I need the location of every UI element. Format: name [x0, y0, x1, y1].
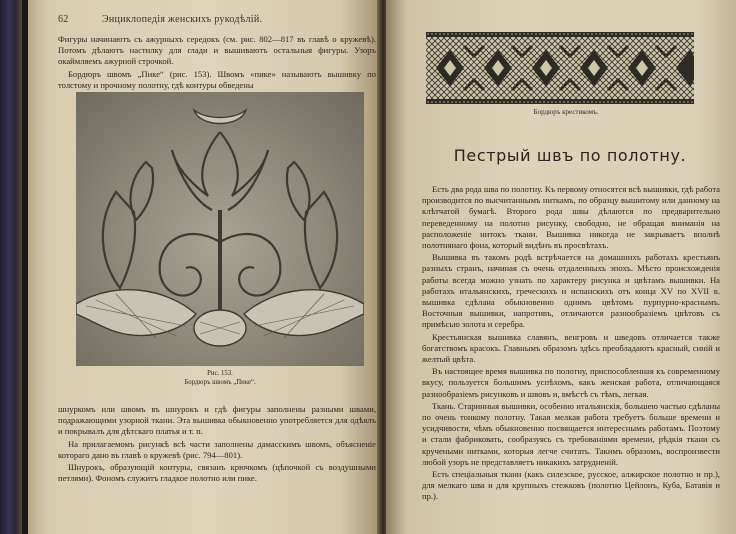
paragraph: Бордюръ швомъ „Пике“ (рис. 153). Швомъ «пике» называютъ вышивку по толстому и прочному полотну, гдѣ контуры обведены [58, 68, 376, 90]
embroidery-figure [76, 92, 364, 366]
running-title: Энциклопедія женскихъ рукодѣлій. [102, 14, 263, 25]
left-bottom-text [58, 404, 376, 485]
paragraph: Есть спеціальныя ткани (какъ силезское, русское, алжирское полотно и пр.), для мелкаго шва и для крупныхъ стежковъ (полотно Цейлонъ, Куба, Батавія и пр.). [422, 469, 720, 502]
page-number: 62 [58, 14, 69, 25]
paragraph: Есть два рода шва по полотну. Къ первому относятся всѣ вышивки, гдѣ работа производится по высчитаннымъ ниткамъ, по образцу вышитому или данному на клѣтчатой бумагѣ. Второго рода швы дѣлаются по предварительно переведенному на полотно рисунку, свободно, не обращая вниманія на расположеніе нитокъ ткани. Вышивка никогда не закрываетъ вполнѣ полотнянаго фона, который видѣнъ въ просвѣтахъ. [422, 184, 720, 251]
open-book [22, 0, 736, 534]
figure-number: Рис. 153. [207, 370, 233, 377]
paragraph: шнуркомъ или швомъ въ шнурокъ и гдѣ фигуры заполнены разными швами, подражающими узорной ткани. Эта вышивка обыкновенно употребляется для одѣялъ и покрывалъ для дѣтскаго платья и т. п. [58, 404, 376, 437]
figure-title: Бордюръ швомъ „Пике“. [184, 379, 256, 386]
book-cover-edge [0, 0, 22, 534]
paragraph: Вышивка въ такомъ родѣ встрѣчается на домашнихъ работахъ крестьянъ разныхъ странъ, начиная съ очень отдаленныхъ эпохъ. Мѣсто происхожденія работы всегда можно узнать по характеру рисунка и цвѣтамъ вышивки. На работахъ итальянскихъ, греческихъ и испанскихъ отъ конца XV по XVII в. вышивка сдѣлана обыкновенно однимъ цвѣтомъ пурпурно-краснымъ. Восточныя вышивки, напротивъ, отличаются разнообразіемъ цвѣтовъ съ примѣсью золота и серебра. [422, 252, 720, 330]
left-top-text [58, 34, 376, 92]
cross-stitch-border [426, 32, 694, 104]
pique-border-illustration [76, 92, 364, 366]
figure-caption [76, 369, 364, 387]
right-page [386, 0, 736, 534]
band-caption: Бордюръ крестикомъ. [533, 108, 599, 116]
cross-stitch-pattern [426, 32, 694, 104]
left-page [28, 0, 383, 534]
paragraph: На прилагаемомъ рисункѣ всѣ части заполнены дамасскимъ швомъ, объясненіе котораго дано въ главѣ о кружевѣ (рис. 794—801). [58, 438, 376, 460]
paragraph: Крестьянская вышивка славянъ, венгровъ и шведовъ отличается также богатствомъ красокъ. Главнымъ образомъ здѣсь преобладаютъ красный, синій и желтый цвѣта. [422, 331, 720, 365]
paragraph: Фигуры начинаютъ съ ажурныхъ середокъ (см. рис. 802—817 въ главѣ о кружевѣ). Потомъ дѣлаютъ настилку для глади и вышиваютъ остальныя фигуры. Узоръ окаймляемъ ажурной строчкой. [58, 34, 376, 67]
right-page-text [422, 184, 720, 504]
paragraph: Ткань. Старинныя вышивки, особенно итальянскія, большею частью сдѣланы по очень тонкому полотну. Такая мелкая работа требуетъ больше времени и усидчивости, чѣмъ обыкновенно посвящается интереснымъ работамъ. Поэтому и стали фабриковать, сообразуясь съ требованіями времени, рѣдкія ткани съ кручеными нитками, которыя легче считать. Такимъ образомъ, воспроизвести любой узоръ не представляетъ никакихъ затрудненій. [422, 400, 720, 467]
paragraph: Шнурокъ, образующій контуры, связанъ крючкомъ (цѣпочкой съ воздушными петлями). Фономъ служитъ гладкое полотно или пике. [58, 462, 376, 484]
paragraph: Въ настоящее время вышивка по полотну, приспособленная къ современному вкусу, пользуется большимъ успѣхомъ, какъ женская работа, отличающаяся разнообразіемъ рисунковъ и швовъ и, вмѣстѣ съ тѣмъ, легкая. [422, 366, 720, 399]
section-heading: Пестрый швъ по полотну. [453, 146, 687, 165]
